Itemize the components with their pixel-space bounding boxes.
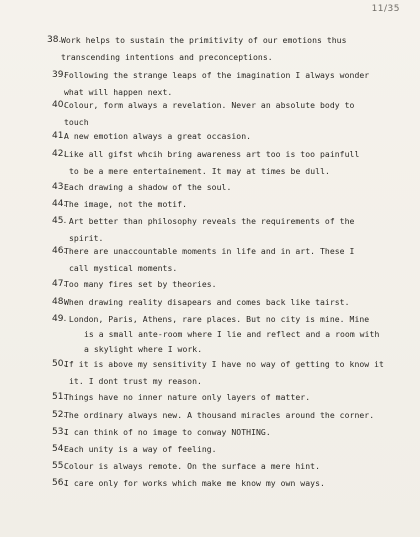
item-number: 43. [52,182,67,192]
item-line: When drawing reality disapears and comes back like tairst. [64,297,350,307]
item-line: The ordinary always new. A thousand miracles around the corner. [64,410,375,420]
item-line: I can think of no image to conway NOTHING. [64,427,271,437]
item-line: it. I dont trust my reason. [69,376,202,386]
item-line: I care only for works which make me know my own ways. [64,478,325,488]
item-number: 51. [52,392,67,402]
item-line: Colour, form always a revelation. Never an absolute body to [64,100,355,110]
item-number: 42. [52,149,67,159]
item-line: call mystical moments. [69,263,178,273]
item-number: 49. [52,314,67,324]
item-line: Each unity is a way of feeling. [64,444,217,454]
item-number: 47. [52,279,67,289]
item-number: 46. [52,246,67,256]
item-line: Too many fires set by theories. [64,279,217,289]
page-number: 11/35 [371,4,400,14]
item-line: what will happen next. [64,87,173,97]
item-line: Colour is always remote. On the surface a mere hint. [64,461,320,471]
item-line: transcending intentions and preconceptions. [61,52,273,62]
item-line: If it is above my sensitivity I have no way of getting to know it [64,359,384,369]
item-number: 40. [52,100,67,110]
item-number: 55. [52,461,67,471]
item-line: a skylight where I work. [84,344,203,354]
item-number: 53. [52,427,67,437]
item-line: There are unaccountable moments in life and in art. These I [64,246,355,256]
item-number: 54. [52,444,67,454]
item-line: Work helps to sustain the primitivity of our emotions thus [61,35,347,45]
item-line: Like all gifst whcih bring awareness art too is too painfull [64,149,360,159]
item-line: to be a mere entertainement. It may at times be dull. [69,166,330,176]
item-line: Each drawing a shadow of the soul. [64,182,232,192]
item-line: London, Paris, Athens, rare places. But no city is mine. Mine [64,314,370,324]
item-number: 41. [52,131,67,141]
item-line: Things have no inner nature only layers of matter. [64,392,311,402]
item-line: The image, not the motif. [64,199,188,209]
item-number: 45. [52,216,67,226]
item-number: 38. [47,35,62,45]
item-line: touch [64,117,89,127]
item-number: 48. [52,297,67,307]
item-number: 39. [52,70,67,80]
item-line: is a small ante-room where I lie and reflect and a room with [84,329,380,339]
item-line: Art better than philosophy reveals the requirements of the [64,216,355,226]
item-number: 50. [52,359,67,369]
item-line: A new emotion always a great occasion. [64,131,252,141]
item-number: 44. [52,199,67,209]
item-line: spirit. [69,233,104,243]
item-number: 52. [52,410,67,420]
item-number: 56. [52,478,67,488]
item-line: Following the strange leaps of the imagination I always wonder [64,70,370,80]
